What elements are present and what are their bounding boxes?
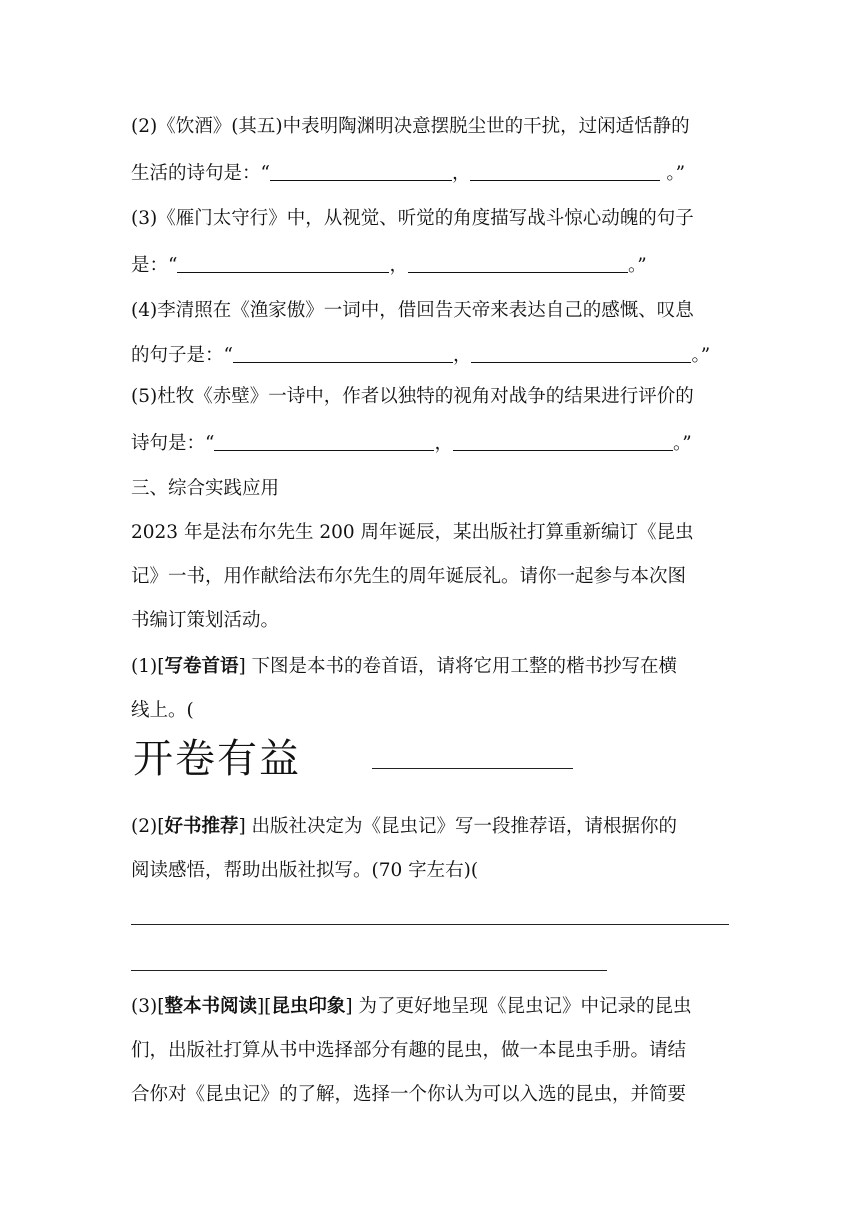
task2-text: ] 出版社决定为《昆虫记》写一段推荐语，请根据你的	[238, 816, 678, 837]
task-number: (1)[	[131, 656, 165, 677]
task2-line1	[131, 814, 731, 840]
calligraphy-image: 开卷有益	[133, 736, 301, 782]
task1-text: ] 下图是本书的卷首语，请将它用工整的楷书抄写在横	[238, 656, 678, 677]
q2-line2	[131, 160, 731, 187]
answer-blank[interactable]	[233, 342, 453, 363]
q4-prefix: 的句子是：“	[131, 345, 233, 366]
answer-blank[interactable]	[270, 160, 452, 181]
task1-line2: 线上。(	[131, 700, 194, 721]
intro-line1: 2023 年是法布尔先生 200 周年诞辰，某出版社打算重新编订《昆虫	[131, 522, 694, 543]
task-number: (2)[	[131, 816, 165, 837]
answer-blank[interactable]	[177, 252, 389, 273]
task-tag: 写卷首语	[164, 656, 239, 677]
comma: ，	[434, 433, 453, 454]
recommend-answer-line[interactable]	[131, 970, 607, 971]
q4-line2	[131, 342, 731, 369]
q3-line2	[131, 252, 731, 279]
recommend-answer-line[interactable]	[131, 924, 729, 925]
copy-answer-line[interactable]	[372, 768, 573, 769]
comma: ，	[451, 163, 471, 184]
task3-text: ] 为了更好地呈现《昆虫记》中记录的昆虫	[345, 996, 692, 1017]
task-tag: 整本书阅读	[164, 996, 257, 1017]
q5-prefix: 诗句是：“	[131, 433, 215, 454]
intro-line2: 记》一书，用作献给法布尔先生的周年诞辰礼。请你一起参与本次图	[131, 566, 687, 587]
answer-blank[interactable]	[408, 252, 628, 273]
task-tag: 好书推荐	[164, 816, 239, 837]
task3-line2: 们，出版社打算从书中选择部分有趣的昆虫，做一本昆虫手册。请结	[131, 1040, 687, 1061]
comma: ，	[389, 255, 408, 276]
q3-line1: (3)《雁门太守行》中，从视觉、听觉的角度描写战斗惊心动魄的句子	[131, 208, 694, 229]
q5-line2	[131, 430, 731, 457]
q5-line1: (5)杜牧《赤壁》一诗中，作者以独特的视角对战争的结果进行评价的	[131, 386, 694, 407]
q2-line1: (2)《饮酒》(其五)中表明陶渊明决意摆脱尘世的干扰，过闲适恬静的	[131, 116, 690, 137]
task-tag: 昆虫印象	[271, 996, 346, 1017]
q2-suffix: 。”	[660, 163, 686, 184]
q3-prefix: 是：“	[131, 255, 178, 276]
task2-line2: 阅读感悟，帮助出版社拟写。(70 字左右)(	[131, 860, 479, 881]
answer-blank[interactable]	[471, 342, 691, 363]
q3-suffix: 。”	[627, 255, 647, 276]
task3-line1	[131, 994, 731, 1020]
bracket: ][	[256, 996, 272, 1017]
intro-line3: 书编订策划活动。	[131, 610, 280, 631]
task3-line3: 合你对《昆虫记》的了解，选择一个你认为可以入选的昆虫，并简要	[131, 1084, 687, 1105]
section-heading: 三、综合实践应用	[131, 478, 280, 499]
q2-prefix: 生活的诗句是：“	[131, 163, 270, 184]
task1-line1	[131, 654, 731, 680]
q5-suffix: 。”	[672, 433, 692, 454]
answer-blank[interactable]	[470, 160, 660, 181]
answer-blank[interactable]	[453, 430, 673, 451]
q4-line1: (4)李清照在《渔家傲》一词中，借回告天帝来表达自己的感慨、叹息	[131, 300, 694, 321]
comma: ，	[452, 345, 472, 366]
q4-suffix: 。”	[691, 345, 711, 366]
answer-blank[interactable]	[214, 430, 434, 451]
task-number: (3)[	[131, 996, 165, 1017]
